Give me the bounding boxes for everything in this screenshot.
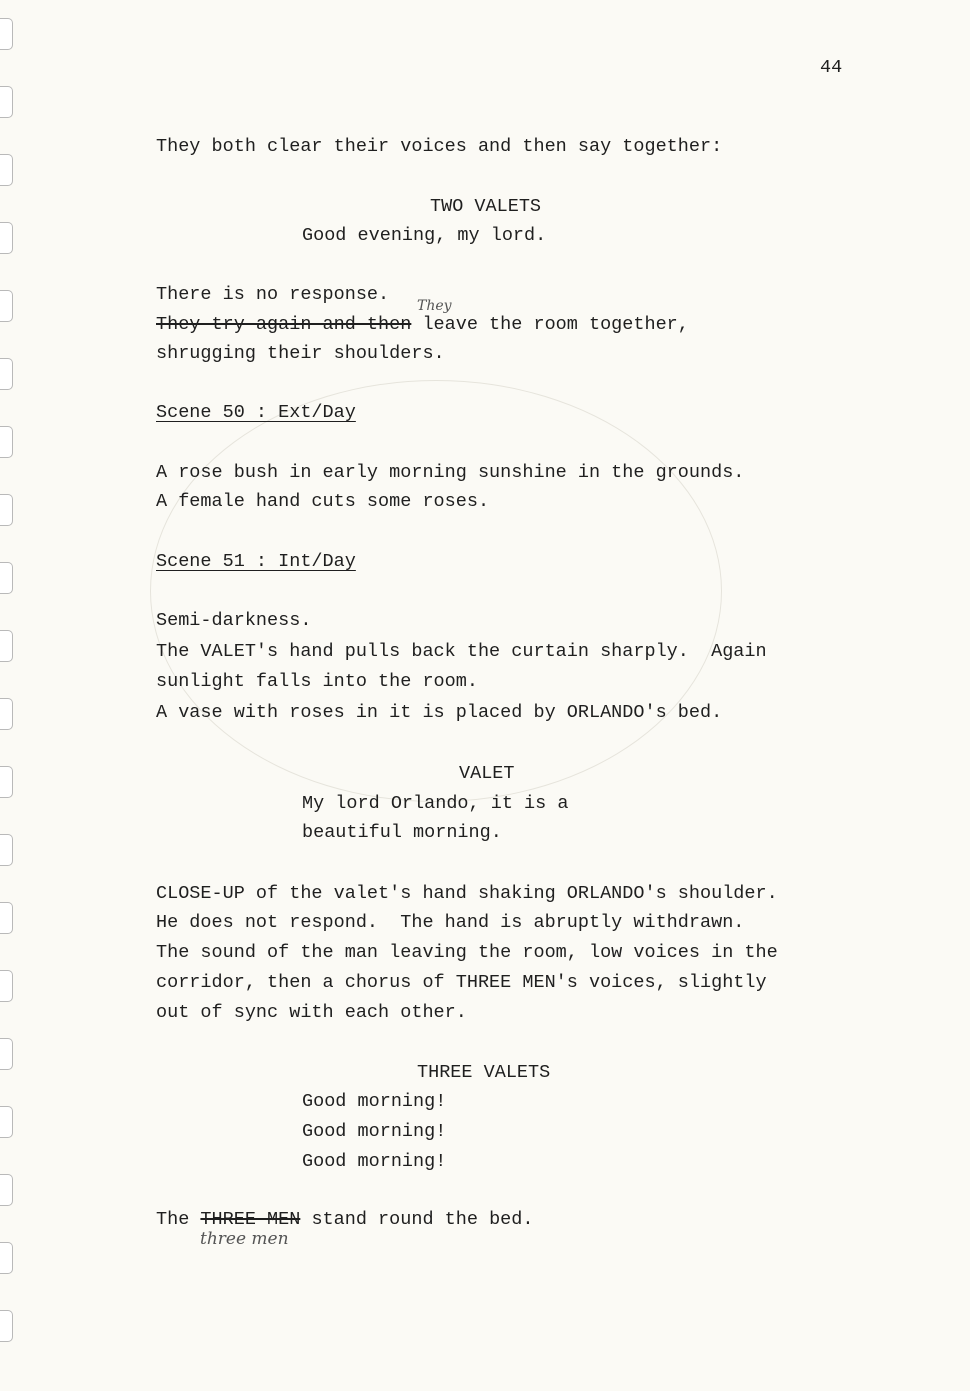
scene-heading: Scene 51 : Int/Day: [156, 551, 356, 572]
binding-hole: [0, 358, 13, 390]
dialogue-line: Good evening, my lord.: [302, 225, 547, 246]
bleed-through-ring: [150, 380, 722, 802]
handwritten-they: They: [417, 298, 452, 314]
character-name: VALET: [459, 763, 515, 784]
action-line: sunlight falls into the room.: [156, 671, 478, 692]
dialogue-line: My lord Orlando, it is a: [302, 793, 569, 814]
binding-holes: [0, 0, 22, 1391]
binding-hole: [0, 562, 13, 594]
binding-hole: [0, 1038, 13, 1070]
action-line: out of sync with each other.: [156, 1002, 467, 1023]
binding-hole: [0, 630, 13, 662]
action-line: CLOSE-UP of the valet's hand shaking ORLANDO's shoulder.: [156, 883, 778, 904]
action-line: A female hand cuts some roses.: [156, 491, 490, 512]
action-line: They both clear their voices and then say together:: [156, 136, 723, 157]
binding-hole: [0, 86, 13, 118]
action-line: Semi-darkness.: [156, 610, 312, 631]
struck-text: THREE MEN: [200, 1209, 301, 1230]
binding-hole: [0, 970, 13, 1002]
scene-heading: Scene 50 : Ext/Day: [156, 402, 356, 423]
binding-hole: [0, 698, 13, 730]
action-line: shrugging their shoulders.: [156, 343, 445, 364]
binding-hole: [0, 1106, 13, 1138]
action-line: The VALET's hand pulls back the curtain sharply. Again: [156, 641, 767, 662]
binding-hole: [0, 902, 13, 934]
action-line: A vase with roses in it is placed by ORLANDO's bed.: [156, 702, 723, 723]
binding-hole: [0, 426, 13, 458]
binding-hole: [0, 834, 13, 866]
action-text: stand round the bed.: [300, 1209, 534, 1230]
binding-hole: [0, 18, 13, 50]
action-text: leave the room together,: [411, 314, 689, 335]
action-line: There is no response.: [156, 284, 390, 305]
binding-hole: [0, 766, 13, 798]
binding-hole: [0, 1174, 13, 1206]
character-name: THREE VALETS: [417, 1062, 551, 1083]
dialogue-line: Good morning!: [302, 1151, 447, 1172]
binding-hole: [0, 494, 13, 526]
action-line: He does not respond. The hand is abruptly withdrawn.: [156, 912, 745, 933]
action-line: [156, 1209, 533, 1231]
action-line: [156, 314, 689, 336]
dialogue-line: Good morning!: [302, 1091, 447, 1112]
binding-hole: [0, 1310, 13, 1342]
action-text: The: [156, 1209, 201, 1230]
handwritten-three-men: three men: [200, 1229, 289, 1249]
page-number: 44: [820, 57, 843, 78]
binding-hole: [0, 1242, 13, 1274]
struck-text: They try again and then: [156, 314, 412, 335]
action-line: The sound of the man leaving the room, low voices in the: [156, 942, 778, 963]
action-line: corridor, then a chorus of THREE MEN's voices, slightly: [156, 972, 767, 993]
dialogue-line: Good morning!: [302, 1121, 447, 1142]
binding-hole: [0, 222, 13, 254]
binding-hole: [0, 154, 13, 186]
binding-hole: [0, 290, 13, 322]
action-line: A rose bush in early morning sunshine in the grounds.: [156, 462, 745, 483]
dialogue-line: beautiful morning.: [302, 822, 502, 843]
character-name: TWO VALETS: [430, 196, 542, 217]
